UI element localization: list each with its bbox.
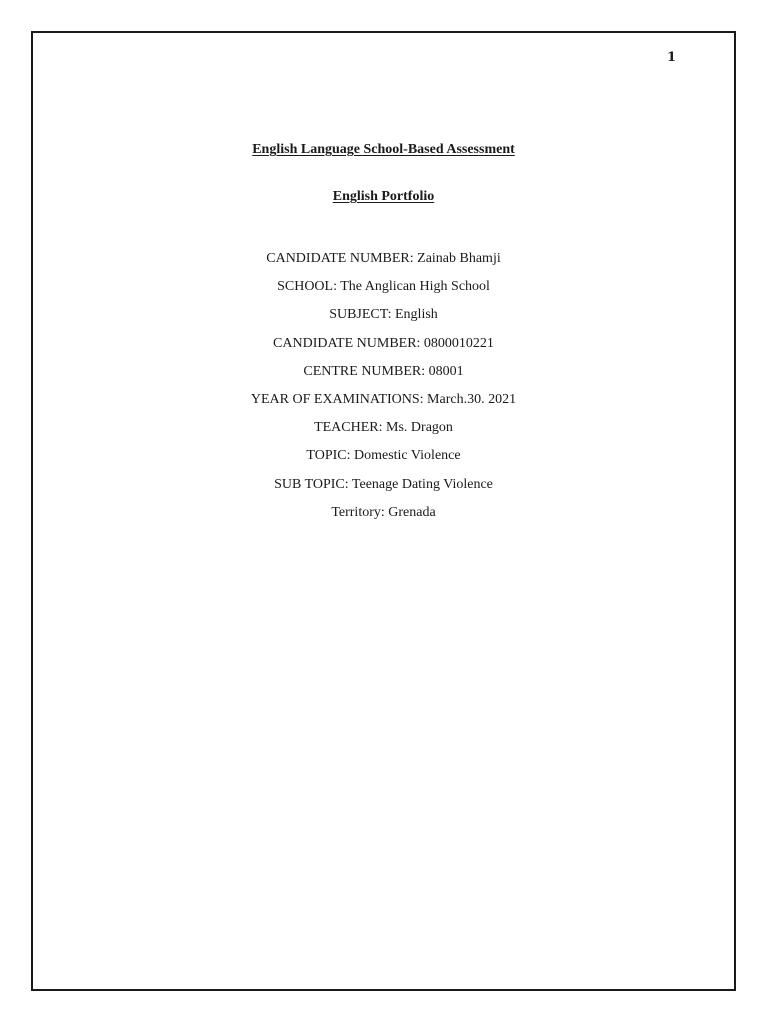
detail-topic: TOPIC: Domestic Violence: [306, 448, 461, 464]
document-title: English Language School-Based Assessment: [252, 142, 515, 157]
detail-subject: SUBJECT: English: [329, 307, 438, 323]
detail-teacher: TEACHER: Ms. Dragon: [314, 420, 453, 436]
detail-territory: Territory: Grenada: [331, 504, 436, 520]
detail-year-of-examinations: YEAR OF EXAMINATIONS: March.30. 2021: [250, 391, 517, 407]
detail-school: SCHOOL: The Anglican High School: [277, 279, 490, 295]
candidate-details: [33, 250, 734, 532]
page-number: 1: [666, 50, 676, 65]
detail-sub-topic: SUB TOPIC: Teenage Dating Violence: [274, 476, 493, 492]
document-page: [31, 31, 736, 991]
detail-centre-number: CENTRE NUMBER: 08001: [303, 363, 464, 379]
detail-candidate-number: CANDIDATE NUMBER: 0800010221: [273, 335, 494, 351]
detail-candidate-name: CANDIDATE NUMBER: Zainab Bhamji: [266, 251, 501, 266]
document-subtitle: English Portfolio: [332, 189, 435, 204]
